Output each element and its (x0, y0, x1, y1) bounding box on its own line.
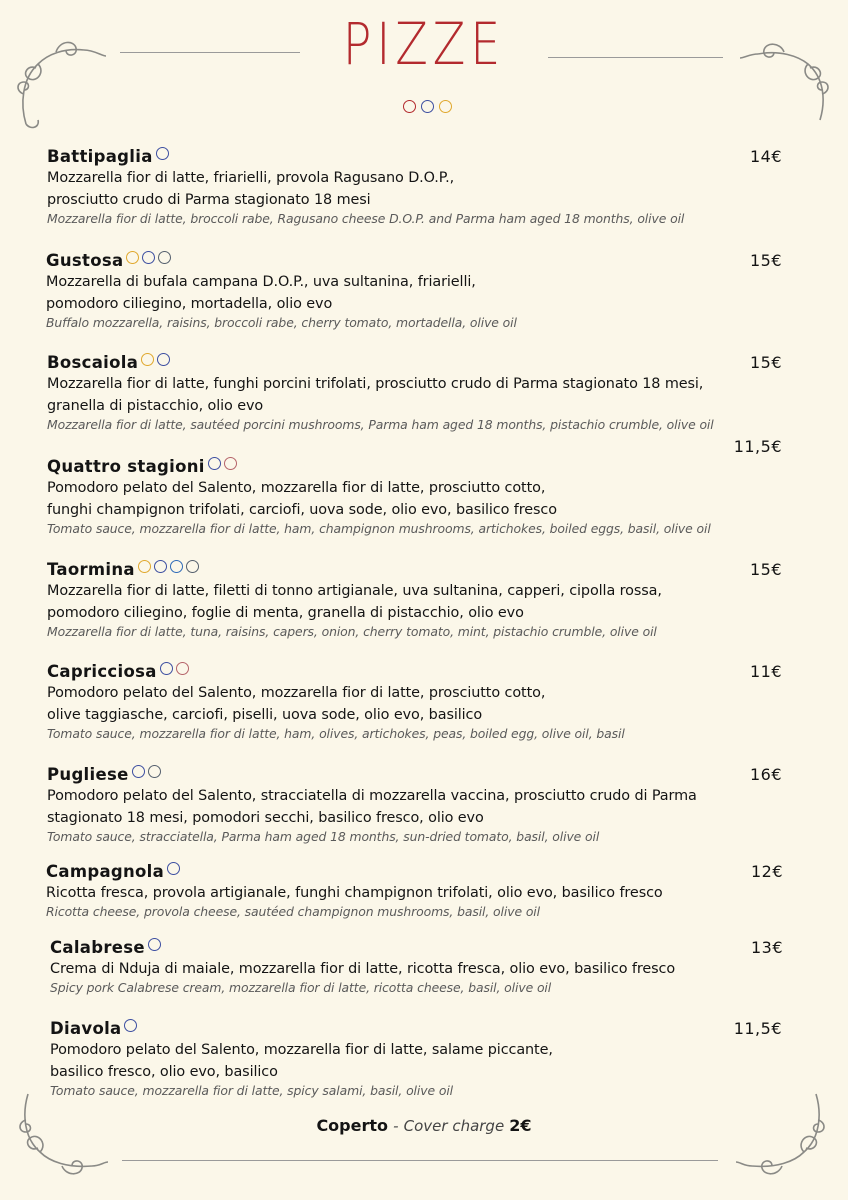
menu-item-campagnola (46, 862, 663, 919)
menu-item-description: Mozzarella fior di latte, filetti di tonno artigianale, uva sultanina, capperi, cipolla rossa, pomodoro ciliegino, foglie di menta, granella di pistacchio, olio evo (47, 583, 662, 621)
flourish-bottom-right-icon (736, 1090, 826, 1180)
menu-item-name: Pugliese (47, 765, 129, 784)
allergen-legend-icon (421, 100, 434, 113)
menu-item-name: Campagnola (46, 862, 165, 881)
menu-item-price: 16€ (749, 765, 782, 784)
menu-item-translation: Mozzarella fior di latte, tuna, raisins, capers, onion, cherry tomato, mint, pistachio crumble, olive oil (47, 624, 657, 639)
allergen-icons (129, 765, 161, 784)
menu-item-translation: Tomato sauce, mozzarella fior di latte, ham, olives, artichokes, peas, boiled egg, olive oil, basil (47, 726, 625, 741)
menu-item-description: Mozzarella di bufala campana D.O.P., uva sultanina, friarielli, pomodoro ciliegino, mortadella, olio evo (46, 274, 476, 312)
menu-item-price: 11,5€ (733, 437, 782, 456)
menu-item-name: Battipaglia (47, 147, 153, 166)
menu-item-translation: Tomato sauce, mozzarella fior di latte, spicy salami, basil, olive oil (50, 1083, 453, 1098)
menu-item-quattro-stagioni (47, 457, 711, 536)
menu-item-calabrese (50, 938, 675, 995)
allergen-icons (153, 147, 169, 166)
menu-item-boscaiola (47, 353, 714, 432)
nuts-allergen-icon (186, 560, 199, 573)
dairy-allergen-icon (154, 560, 167, 573)
menu-item-price: 15€ (749, 251, 782, 270)
gluten-allergen-icon (138, 560, 151, 573)
allergen-icons (145, 938, 161, 957)
menu-item-translation: Tomato sauce, stracciatella, Parma ham aged 18 months, sun-dried tomato, basil, olive oil (47, 829, 600, 844)
page-title: PIZZE (342, 10, 506, 78)
menu-item-translation: Ricotta cheese, provola cheese, sautéed champignon mushrooms, basil, olive oil (46, 904, 540, 919)
menu-item-name: Diavola (50, 1019, 122, 1038)
menu-item-price: 15€ (749, 353, 782, 372)
menu-item-gustosa (46, 251, 517, 330)
cover-charge-label: Coperto (316, 1116, 389, 1135)
menu-item-description: Mozzarella fior di latte, friarielli, provola Ragusano D.O.P., prosciutto crudo di Parma stagionato 18 mesi (47, 170, 455, 208)
dairy-allergen-icon (157, 353, 170, 366)
menu-item-description: Pomodoro pelato del Salento, stracciatella di mozzarella vaccina, prosciutto crudo di Parma stagionato 18 mesi, pomodori secchi, basilico fresco, olio evo (47, 788, 697, 826)
dairy-allergen-icon (156, 147, 169, 160)
cover-charge (0, 1116, 848, 1135)
menu-item-description: Pomodoro pelato del Salento, mozzarella fior di latte, prosciutto cotto, olive taggiasche, carciofi, piselli, uova sode, olio evo, basilico (47, 685, 546, 723)
dairy-allergen-icon (142, 251, 155, 264)
menu-item-name: Gustosa (46, 251, 124, 270)
allergen-legend (400, 100, 452, 113)
gluten-allergen-icon (126, 251, 139, 264)
menu-item-description: Crema di Nduja di maiale, mozzarella fior di latte, ricotta fresca, olio evo, basilico fresco (50, 961, 676, 977)
nuts-allergen-icon (148, 765, 161, 778)
cover-charge-label-en: Cover charge (403, 1117, 505, 1135)
menu-item-battipaglia (47, 147, 684, 226)
footer-rule (122, 1160, 718, 1161)
allergen-icons (123, 251, 171, 270)
menu-item-description: Ricotta fresca, provola artigianale, funghi champignon trifolati, olio evo, basilico fresco (46, 885, 663, 901)
gluten-allergen-icon (141, 353, 154, 366)
allergen-legend-icon (403, 100, 416, 113)
menu-item-price: 13€ (750, 938, 783, 957)
dairy-allergen-icon (124, 1019, 137, 1032)
menu-item-taormina (47, 560, 662, 639)
menu-item-diavola (50, 1019, 553, 1098)
menu-item-name: Taormina (47, 560, 135, 579)
allergen-icons (135, 560, 199, 579)
fish-allergen-icon (170, 560, 183, 573)
menu-item-price: 11,5€ (733, 1019, 782, 1038)
dairy-allergen-icon (148, 938, 161, 951)
menu-item-translation: Mozzarella fior di latte, sautéed porcini mushrooms, Parma ham aged 18 months, pistachio crumble, olive oil (47, 417, 714, 432)
egg-allergen-icon (224, 457, 237, 470)
dairy-allergen-icon (160, 662, 173, 675)
menu-item-price: 15€ (749, 560, 782, 579)
dairy-allergen-icon (132, 765, 145, 778)
allergen-legend-icon (439, 100, 452, 113)
menu-item-price: 11€ (749, 662, 782, 681)
menu-item-translation: Mozzarella fior di latte, broccoli rabe, Ragusano cheese D.O.P. and Parma ham aged 18 months, olive oil (47, 211, 685, 226)
dairy-allergen-icon (208, 457, 221, 470)
allergen-icons (157, 662, 189, 681)
menu-item-translation: Tomato sauce, mozzarella fior di latte, ham, champignon mushrooms, artichokes, boiled eggs, basil, olive oil (47, 521, 711, 536)
menu-item-name: Boscaiola (47, 353, 139, 372)
menu-item-description: Pomodoro pelato del Salento, mozzarella fior di latte, prosciutto cotto, funghi champignon trifolati, carciofi, uova sode, olio evo, basilico fresco (47, 480, 557, 518)
menu-item-price: 14€ (749, 147, 782, 166)
menu-item-name: Quattro stagioni (47, 457, 205, 476)
flourish-bottom-left-icon (18, 1090, 108, 1180)
dairy-allergen-icon (167, 862, 180, 875)
menu-item-pugliese (47, 765, 697, 844)
egg-allergen-icon (176, 662, 189, 675)
menu-item-price: 12€ (750, 862, 783, 881)
menu-item-capricciosa (47, 662, 625, 741)
menu-item-description: Pomodoro pelato del Salento, mozzarella fior di latte, salame piccante, basilico fresco, olio evo, basilico (50, 1042, 553, 1080)
cover-charge-separator: - (393, 1117, 399, 1135)
menu-item-translation: Spicy pork Calabrese cream, mozzarella fior di latte, ricotta cheese, basil, olive oil (50, 980, 552, 995)
menu-item-name: Calabrese (50, 938, 145, 957)
allergen-icons (164, 862, 180, 881)
allergen-icons (205, 457, 237, 476)
allergen-icons (138, 353, 170, 372)
menu-item-name: Capricciosa (47, 662, 157, 681)
menu-item-translation: Buffalo mozzarella, raisins, broccoli rabe, cherry tomato, mortadella, olive oil (46, 315, 517, 330)
cover-charge-amount: 2€ (509, 1116, 532, 1135)
nuts-allergen-icon (158, 251, 171, 264)
allergen-icons (121, 1019, 137, 1038)
menu-item-description: Mozzarella fior di latte, funghi porcini trifolati, prosciutto crudo di Parma stagionato 18 mesi, granella di pistacchio, olio evo (47, 376, 704, 414)
